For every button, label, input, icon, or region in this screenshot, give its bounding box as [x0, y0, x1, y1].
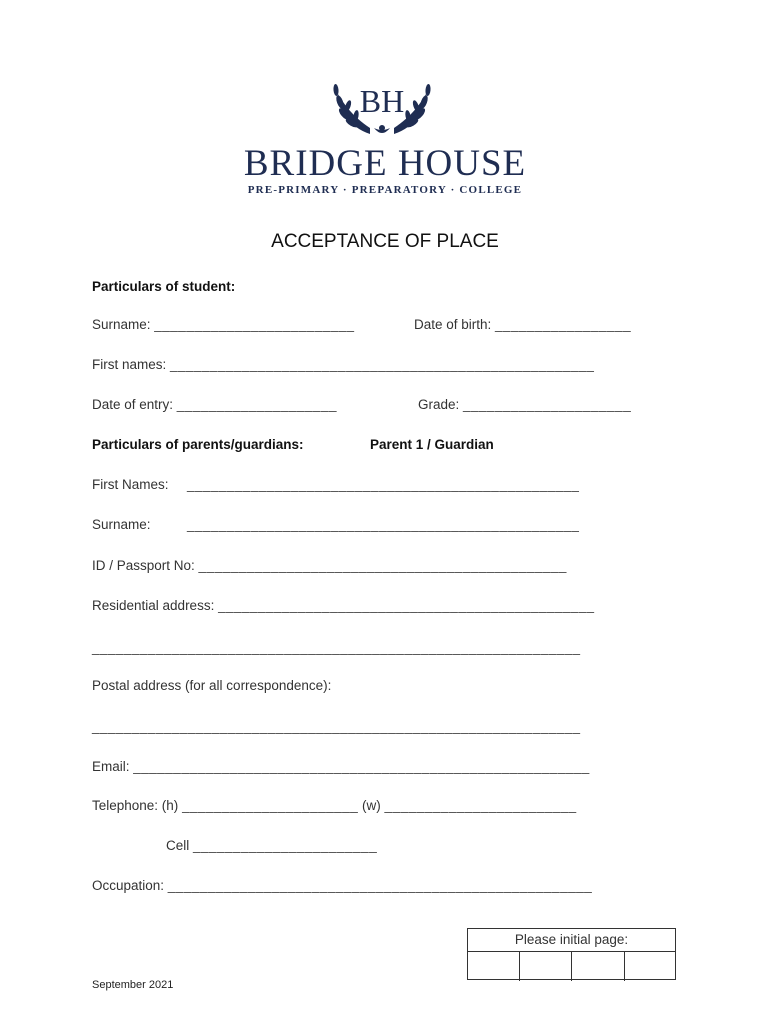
tel-h-label: Telephone: (h) [92, 798, 183, 813]
parents-heading: Particulars of parents/guardians: [92, 437, 304, 452]
cell-label: Cell [166, 838, 194, 853]
residential-field-2[interactable]: _____________________________________________________________ [92, 640, 581, 655]
telephone-row [92, 798, 577, 813]
tel-h-field[interactable]: ______________________ [182, 798, 359, 813]
first-names-field[interactable]: _____________________________________________________ [170, 357, 595, 372]
parent-first-names-field-wrap [187, 477, 579, 492]
initials-label: Please initial page: [514, 932, 629, 947]
email-row [92, 759, 590, 774]
parent-surname-label: Surname: [92, 517, 151, 532]
initial-cell[interactable] [624, 952, 677, 981]
initial-cell[interactable] [519, 952, 572, 981]
parent-first-names-field[interactable]: _________________________________________________ [187, 477, 580, 492]
dob-label: Date of birth: [414, 317, 496, 332]
entry-field[interactable]: ____________________ [176, 397, 337, 412]
student-first-names-row [92, 357, 594, 372]
id-label: ID / Passport No: [92, 558, 199, 573]
student-grade-row [418, 397, 631, 412]
first-names-label: First names: [92, 357, 171, 372]
id-field[interactable]: ______________________________________________ [198, 558, 567, 573]
residential-label: Residential address: [92, 598, 219, 613]
occupation-field[interactable]: _____________________________________________________ [167, 878, 593, 893]
entry-label: Date of entry: [92, 397, 177, 412]
school-tagline: PRE-PRIMARY · PREPARATORY · COLLEGE [247, 184, 523, 196]
residential-row [92, 598, 594, 613]
postal-row [92, 719, 581, 734]
residential-row-2 [92, 640, 581, 655]
email-field[interactable]: _________________________________________________________ [133, 759, 590, 774]
crest-icon [330, 72, 434, 138]
parent-id-row [92, 558, 567, 573]
parent-surname-field-wrap [187, 517, 579, 532]
footer-date: September 2021 [92, 979, 174, 991]
initials-box [467, 928, 676, 980]
parent-first-names-label: First Names: [92, 477, 173, 492]
surname-field[interactable]: _________________________ [154, 317, 355, 332]
svg-text:BH: BH [359, 83, 405, 119]
school-name: BRIDGE HOUSE [243, 143, 527, 184]
tel-w-label: (w) [358, 798, 385, 813]
dob-field[interactable]: _________________ [495, 317, 632, 332]
initial-cell[interactable] [467, 952, 519, 981]
tel-w-field[interactable]: ________________________ [384, 798, 577, 813]
parent-subheading: Parent 1 / Guardian [370, 437, 494, 452]
email-label: Email: [92, 759, 134, 774]
cell-field[interactable]: _______________________ [193, 838, 378, 853]
school-logo [230, 72, 540, 202]
residential-field[interactable]: _______________________________________________ [218, 598, 595, 613]
postal-label: Postal address (for all correspondence): [92, 678, 332, 693]
student-surname-row [92, 317, 354, 332]
parent-first-names-row [92, 477, 172, 492]
page-title: ACCEPTANCE OF PLACE [271, 231, 499, 252]
grade-field[interactable]: _____________________ [463, 397, 632, 412]
student-entry-row [92, 397, 337, 412]
cell-row [166, 838, 377, 853]
initial-cell[interactable] [571, 952, 624, 981]
initials-cells [467, 951, 676, 981]
postal-field[interactable]: _____________________________________________________________ [92, 719, 581, 734]
student-dob-row [414, 317, 631, 332]
surname-label: Surname: [92, 317, 155, 332]
occupation-label: Occupation: [92, 878, 168, 893]
student-heading: Particulars of student: [92, 279, 236, 294]
grade-label: Grade: [418, 397, 464, 412]
parent-surname-field[interactable]: _________________________________________________ [187, 517, 580, 532]
occupation-row [92, 878, 592, 893]
